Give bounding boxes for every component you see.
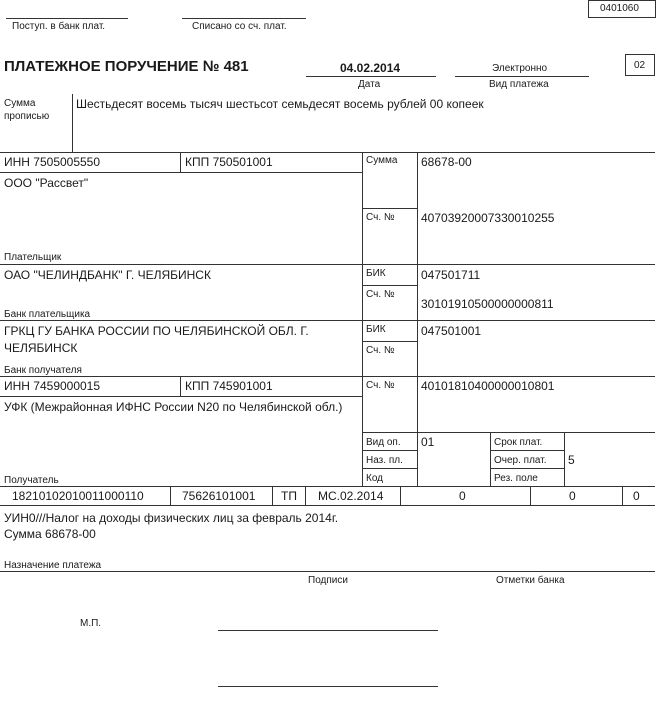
tax-doc-num: 0 [459, 489, 466, 503]
naz-pl-label: Наз. пл. [366, 455, 403, 466]
date-label: Дата [358, 79, 381, 90]
ocher-plat-label: Очер. плат. [494, 455, 547, 466]
vid-op-value: 01 [421, 435, 435, 449]
payee-bank-name-2: ЧЕЛЯБИНСК [4, 341, 78, 355]
signature-line-1 [218, 630, 438, 631]
payee-bank-name-1: ГРКЦ ГУ БАНКА РОССИИ ПО ЧЕЛЯБИНСКОЙ ОБЛ. Г. [4, 324, 309, 338]
purpose-label: Назначение платежа [4, 560, 102, 571]
payer-kpp: КПП 750501001 [185, 155, 273, 169]
payee-label: Получатель [4, 475, 59, 486]
grid-line-payee-bank [0, 320, 655, 321]
payee-kpp: КПП 745901001 [185, 379, 273, 393]
amount-words-text: Шестьдесят восемь тысяч шестьсот семьдесят восемь рублей 00 копеек [76, 97, 484, 111]
received-bank-label: Поступ. в банк плат. [12, 21, 106, 32]
grid-v-op-mid [490, 432, 491, 486]
grid-line-payer-bank [0, 264, 655, 265]
bank-marks-label: Отметки банка [496, 575, 565, 586]
payer-bank-bik-label: БИК [366, 268, 386, 279]
stamp-label: М.П. [80, 618, 102, 629]
grid-line-top [0, 152, 655, 153]
payment-type-label: Вид платежа [489, 79, 549, 90]
order-date: 04.02.2014 [340, 61, 401, 75]
vid-op-label: Вид оп. [366, 437, 401, 448]
grid-v-tax-5 [530, 486, 531, 505]
grid-v-tax-4 [400, 486, 401, 505]
grid-v-payee-inn-kpp [180, 376, 181, 396]
srok-plat-label: Срок плат. [494, 437, 543, 448]
grid-line-op-1 [362, 450, 417, 451]
grid-v-right-col [417, 152, 418, 486]
payer-bank-account: 30101910500000000811 [421, 297, 554, 311]
purpose-line-2: Сумма 68678-00 [4, 527, 96, 541]
amount-words-divider [72, 94, 73, 152]
grid-line-bik-acc-2 [362, 341, 417, 342]
payer-inn: ИНН 7505005550 [4, 155, 101, 169]
grid-line-payee-inn [0, 396, 362, 397]
grid-line-bik-acc-1 [362, 285, 417, 286]
payee-bank-bik-label: БИК [366, 324, 386, 335]
grid-line-tax-top [0, 486, 655, 487]
date-line [306, 76, 436, 77]
grid-line-tax-bottom [0, 505, 655, 506]
debited-label: Списано со сч. плат. [192, 21, 287, 32]
payer-name: ООО "Рассвет" [4, 176, 89, 190]
grid-v-left-col [362, 152, 363, 486]
payer-sum-label: Сумма [366, 155, 398, 166]
form-code: 0401060 [600, 3, 639, 14]
payee-bank-label: Банк получателя [4, 365, 82, 376]
grid-line-payer-inn [0, 172, 362, 173]
payer-bank-label: Банк плательщика [4, 309, 91, 320]
grid-v-tax-6 [622, 486, 623, 505]
grid-line-op [362, 432, 655, 433]
payer-bank-account-label: Сч. № [366, 289, 395, 300]
tax-type: 0 [633, 489, 640, 503]
payer-account-label: Сч. № [366, 212, 395, 223]
payee-name: УФК (Межрайонная ИФНС России N20 по Челябинской обл.) [4, 400, 343, 414]
grid-line-op-4 [490, 468, 564, 469]
tax-oktmo: 75626101001 [182, 489, 256, 503]
grid-line-op-2 [362, 468, 417, 469]
grid-v-op-right [564, 432, 565, 486]
rez-pole-label: Рез. поле [494, 473, 538, 484]
payee-inn: ИНН 7459000015 [4, 379, 101, 393]
grid-v-payer-inn-kpp [180, 152, 181, 172]
grid-line-sum-acc [362, 208, 417, 209]
payee-account: 40101810400000010801 [421, 379, 555, 393]
payer-bank-bik: 047501711 [421, 268, 481, 282]
payer-account: 40703920007330010255 [421, 211, 555, 225]
grid-v-tax-1 [170, 486, 171, 505]
payment-type-line [455, 76, 589, 77]
ocher-plat-value: 5 [568, 453, 575, 467]
payee-account-label: Сч. № [366, 380, 395, 391]
purpose-line-1: УИН0///Налог на доходы физических лиц за февраль 2014г. [4, 511, 339, 525]
page-title: ПЛАТЕЖНОЕ ПОРУЧЕНИЕ № 481 [4, 58, 249, 75]
grid-line-op-3 [490, 450, 564, 451]
signatures-label: Подписи [308, 575, 348, 586]
tax-period: МС.02.2014 [318, 489, 384, 503]
kod-label: Код [366, 473, 384, 484]
tax-basis: ТП [281, 489, 297, 503]
payer-label: Плательщик [4, 252, 62, 263]
received-bank-line [6, 18, 128, 19]
debited-line [182, 18, 306, 19]
amount-words-label-1: Сумма [4, 98, 36, 109]
grid-v-tax-2 [272, 486, 273, 505]
payee-bank-account-label: Сч. № [366, 345, 395, 356]
grid-v-tax-3 [305, 486, 306, 505]
payee-bank-bik: 047501001 [421, 324, 482, 338]
payment-type: Электронно [492, 63, 548, 74]
grid-line-payee [0, 376, 655, 377]
tax-doc-date: 0 [569, 489, 576, 503]
purpose-line [0, 571, 655, 572]
amount-words-label-2: прописью [4, 111, 50, 122]
tax-kbk: 18210102010011000110 [12, 489, 144, 503]
status-code: 02 [634, 60, 646, 71]
payer-sum: 68678-00 [421, 155, 472, 169]
signature-line-2 [218, 686, 438, 687]
payer-bank-name: ОАО "ЧЕЛИНДБАНК" Г. ЧЕЛЯБИНСК [4, 268, 211, 282]
